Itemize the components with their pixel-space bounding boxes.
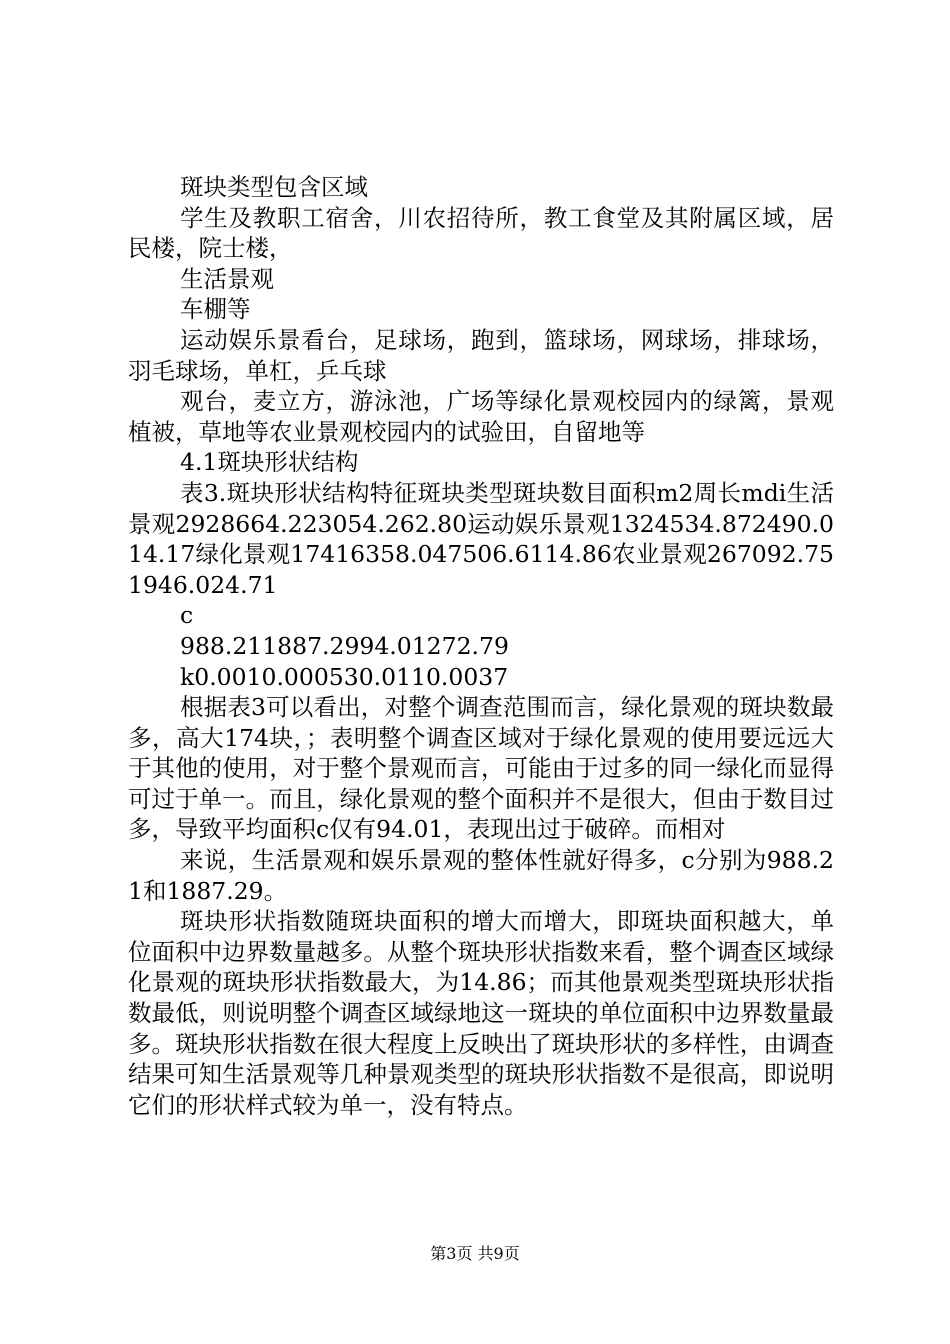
paragraph-patch-types: 斑块类型包含区域 [180,173,368,201]
paragraph-c-values: 988.211887.2994.01272.79 [180,631,509,660]
paragraph-living-area: 学生及教职工宿舍，川农招待所，教工食堂及其附属区域，居民楼，院士楼， [128,203,834,263]
paragraph-green-agri: 观台，麦立方，游泳池，广场等绿化景观校园内的绿篱，景观植被，草地等农业景观校园内的试验田，自留地等 [128,387,834,446]
body-text [128,172,834,1120]
page-number-footer: 第3页 共9页 [430,1244,520,1263]
paragraph-table-3: 表3.斑块形状结构特征斑块类型斑块数目面积m2周长mdi生活景观2928664.223054.262.80运动娱乐景观1324534.872490.014.17绿化景观17416358.047506.6114.86农业景观267092.751946.024.71 [128,478,834,599]
paragraph-c-label: c [180,601,194,630]
paragraph-living-landscape: 生活景观 [180,264,274,293]
paragraph-analysis-1: 根据表3可以看出，对整个调查范围而言，绿化景观的斑块数最多，高大174块，；表明整个调查区域对于绿化景观的使用要远远大于其他的使用，对于整个景观而言，可能由于过多的同一绿化而显得可过于单一。而且，绿化景观的整个面积并不是很大，但由于数目过多，导致平均面积c仅有94.01，表现出过于破碎。而相对 [128,693,834,844]
paragraph-k-values: k0.0010.000530.0110.0037 [180,662,509,691]
paragraph-analysis-2: 来说，生活景观和娱乐景观的整体性就好得多，c分别为988.21和1887.29。 [128,846,834,905]
section-heading-4-1: 4.1斑块形状结构 [180,448,359,477]
paragraph-bike-shed: 车棚等 [180,295,251,324]
paragraph-analysis-3: 斑块形状指数随斑块面积的增大而增大，即斑块面积越大，单位面积中边界数量越多。从整个斑块形状指数来看，整个调查区域绿化景观的斑块形状指数最大，为14.86；而其他景观类型斑块形状指数最低，则说明整个调查区域绿地这一斑块的单位面积中边界数量最多。斑块形状指数在很大程度上反映出了斑块形状的多样性，由调查结果可知生活景观等几种景观类型的斑块形状指数不是很高，即说明它们的形状样式较为单一，没有特点。 [128,907,834,1119]
paragraph-sports: 运动娱乐景看台，足球场，跑到，篮球场，网球场，排球场，羽毛球场，单杠，乒乓球 [128,325,834,385]
